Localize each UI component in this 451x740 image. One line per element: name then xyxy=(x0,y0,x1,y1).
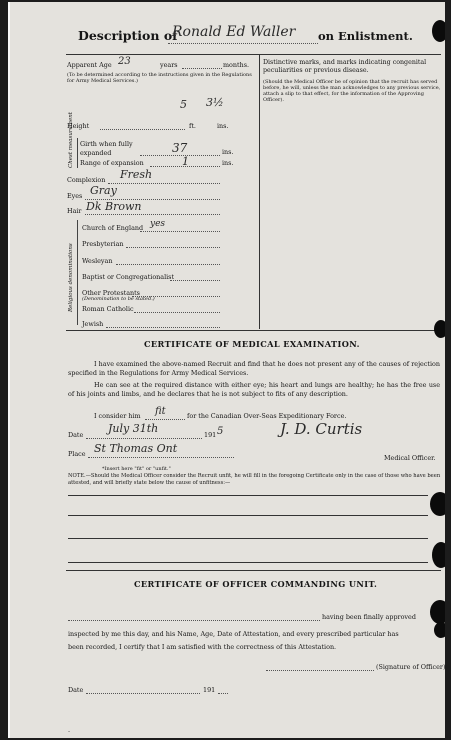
height-inches: 3½ xyxy=(206,96,224,109)
place-label: Place xyxy=(68,450,86,458)
distinctive-marks-note: (Should the Medical Officer be of opinion that the recruit has served before, he will, unless the man acknowledges to any previous service, attach a slip to that effect, for the information of the Approving Officer). xyxy=(263,79,441,103)
consider-dots xyxy=(145,419,185,420)
binding-hole xyxy=(430,600,445,624)
column-divider xyxy=(259,54,260,329)
religion-bracket xyxy=(77,220,78,325)
consider-suffix: for the Canadian Over-Seas Expeditionary Force. xyxy=(187,412,347,420)
insert-note: *Insert here "fit" or "unfit." xyxy=(102,466,171,472)
name-dotted-line xyxy=(168,43,318,44)
height-feet: 5 xyxy=(180,98,187,111)
religion-roman-catholic: Roman Catholic xyxy=(82,305,134,313)
complexion-dots xyxy=(108,183,220,184)
title-suffix: on Enlistment. xyxy=(318,29,413,43)
apparent-age-label: Apparent Age xyxy=(67,61,112,69)
age-note: (To be determined according to the instructions given in the Regulations for Army Medical Services.) xyxy=(67,72,252,84)
recruit-name: Ronald Ed Waller xyxy=(172,24,296,40)
religion-dots-1 xyxy=(126,247,220,248)
religion-group-label: Religious denominations xyxy=(68,243,74,312)
consider-value: fit xyxy=(155,406,166,417)
religion-dots-6 xyxy=(134,312,220,313)
binding-hole xyxy=(434,622,445,638)
girth-dots xyxy=(140,155,220,156)
top-rule xyxy=(66,54,441,55)
months-label: months. xyxy=(223,61,250,69)
years-label: years xyxy=(160,61,178,69)
religion-dots-0 xyxy=(140,231,220,232)
unfit-reason-line-1 xyxy=(68,495,428,496)
officer-name-dots xyxy=(68,620,320,621)
medical-para-2: He can see at the required distance with either eye; his heart and lungs are healthy; he has the free use of his joints and limbs, and he declares that he is not subject to fits of any description. xyxy=(68,381,440,398)
officer-year-label: 191 xyxy=(203,686,216,694)
inches-label: ins. xyxy=(217,122,229,130)
religion-dots-7 xyxy=(106,327,220,328)
religion-baptist: Baptist or Congregationalist xyxy=(82,273,175,281)
unfit-reason-line-3 xyxy=(68,538,428,539)
religion-mark: yes xyxy=(150,219,166,229)
officer-line-3: been recorded, I certify that I am satisfied with the correctness of this Attestation. xyxy=(68,643,337,651)
religion-dots-3 xyxy=(170,280,220,281)
range-dots xyxy=(150,166,220,167)
religion-jewish: Jewish xyxy=(82,320,104,328)
medical-year-prefix: 191 xyxy=(204,431,217,439)
place-dots xyxy=(88,457,234,458)
height-dots xyxy=(100,129,185,130)
binding-hole xyxy=(430,492,445,516)
officer-year-dots xyxy=(218,693,228,694)
religion-other-protestants: Other Protestants xyxy=(82,289,140,297)
officer-signature-label: (Signature of Officer) xyxy=(376,663,445,671)
binding-hole xyxy=(434,320,445,338)
medical-date-dots xyxy=(86,438,202,439)
medical-para-1: I have examined the above-named Recruit and find that he does not present any of the causes of rejection specified in the Regulations for Army Medical Services. xyxy=(68,360,440,377)
hair-value: Dk Brown xyxy=(86,200,142,213)
distinctive-marks-heading: Distinctive marks, and marks indicating congenital peculiarities or previous disease. xyxy=(263,59,427,74)
religion-church-of-england: Church of England xyxy=(82,224,144,232)
binding-hole xyxy=(432,20,445,42)
chest-group-label: Chest measurement xyxy=(68,111,74,168)
eyes-value: Gray xyxy=(90,184,117,197)
range-ins-label: ins. xyxy=(222,159,234,167)
place-value: St Thomas Ont xyxy=(94,442,178,455)
hair-label: Hair xyxy=(67,207,82,215)
page-tail-mark: . xyxy=(68,726,71,734)
hair-dots xyxy=(85,214,220,215)
apparent-age-years: 23 xyxy=(118,56,131,67)
officer-signature-dots xyxy=(266,670,374,671)
complexion-value: Fresh xyxy=(120,168,153,181)
unfit-reason-line-4 xyxy=(68,562,428,563)
eyes-label: Eyes xyxy=(67,192,83,200)
height-label: Height xyxy=(67,122,90,130)
girth-value: 37 xyxy=(172,141,188,155)
medical-date-label: Date xyxy=(68,431,84,439)
unfit-reason-line-2 xyxy=(68,515,428,516)
officer-top-rule xyxy=(66,570,441,571)
officer-line-2: inspected by me this day, and his Name, Age, Date of Attestation, and every prescribed particular has xyxy=(68,630,399,638)
officer-date-dots xyxy=(86,693,200,694)
medical-date-value: July 31th xyxy=(108,422,159,435)
religion-denomination-note: (Denomination to be stated.) xyxy=(82,296,155,302)
chest-bracket xyxy=(77,138,78,168)
range-label: Range of expansion xyxy=(80,159,144,167)
medical-heading: CERTIFICATE OF MEDICAL EXAMINATION. xyxy=(144,339,360,349)
officer-heading: CERTIFICATE OF OFFICER COMMANDING UNIT. xyxy=(134,579,378,589)
religion-wesleyan: Wesleyan xyxy=(82,257,113,265)
medical-officer-label: Medical Officer. xyxy=(384,454,436,462)
unfit-note: NOTE.—Should the Medical Officer consider the Recruit unfit, he will fill in the foregoing Certificate only in the case of those who have been attested, and will briefly state below the cause of unfitness:— xyxy=(68,473,441,486)
attestation-page xyxy=(8,2,445,738)
girth-ins-label: ins. xyxy=(222,148,234,156)
binding-hole xyxy=(432,542,445,568)
medical-year-value: 5 xyxy=(217,426,224,437)
complexion-label: Complexion xyxy=(67,176,106,184)
girth-label: Girth when fully expanded xyxy=(80,140,133,157)
officer-date-label: Date xyxy=(68,686,84,694)
religion-dots-2 xyxy=(116,264,220,265)
medical-officer-signature: J. D. Curtis xyxy=(280,420,363,438)
officer-line-1-suffix: having been finally approved xyxy=(322,613,416,621)
range-value: 1 xyxy=(182,155,189,168)
religion-presbyterian: Presbyterian xyxy=(82,240,124,248)
title-prefix: Description of xyxy=(78,28,178,43)
months-dots xyxy=(182,68,222,69)
consider-prefix: I consider him xyxy=(94,412,141,420)
feet-label: ft. xyxy=(189,122,196,130)
medical-top-rule xyxy=(66,330,441,331)
